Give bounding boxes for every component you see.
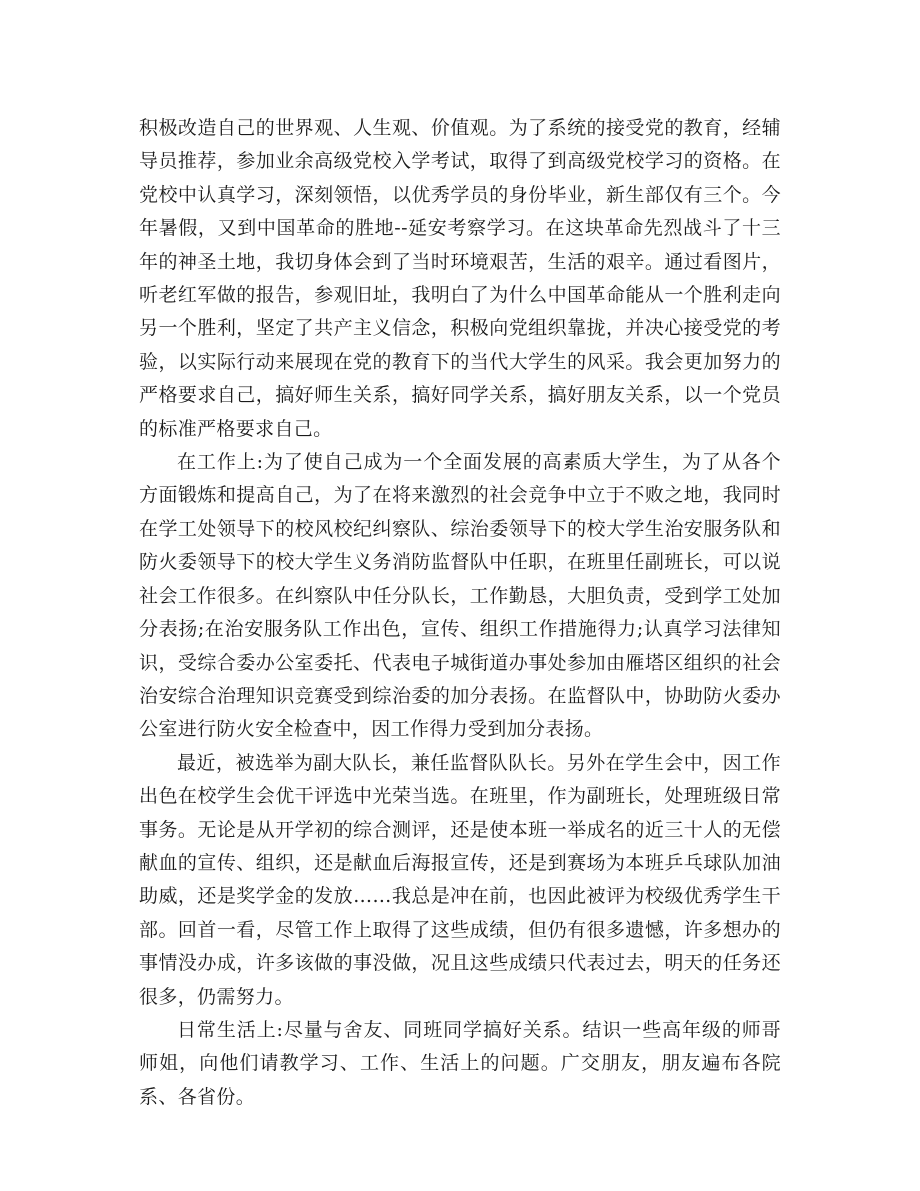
paragraph-2: 在工作上:为了使自己成为一个全面发展的高素质大学生，为了从各个方面锻炼和提高自己，为了在将来激烈的社会竞争中立于不败之地，我同时在学工处领导下的校风校纪纠察队、综治委领导下的校大学生治安服务队和防火委领导下的校大学生义务消防监督队中任职，在班里任副班长，可以说社会工作很多。在纠察队中任分队长，工作勤恳，大胆负责，受到学工处加分表扬;在治安服务队工作出色，宣传、组织工作措施得力;认真学习法律知识，受综合委办公室委托、代表电子城街道办事处参加由雁塔区组织的社会治安综合治理知识竞赛受到综治委的加分表扬。在监督队中，协助防火委办公室进行防火安全检查中，因工作得力受到加分表扬。 xyxy=(139,451,781,741)
paragraph-4: 日常生活上:尽量与舍友、同班同学搞好关系。结识一些高年级的师哥师姐，向他们请教学习、工作、生活上的问题。广交朋友，朋友遍布各院系、各省份。 xyxy=(139,1018,781,1108)
document-page xyxy=(139,112,781,1114)
paragraph-3: 最近，被选举为副大队长，兼任监督队队长。另外在学生会中，因工作出色在校学生会优干评选中光荣当选。在班里，作为副班长，处理班级日常事务。无论是从开学初的综合测评，还是使本班一举成名的近三十人的无偿献血的宣传、组织，还是献血后海报宣传，还是到赛场为本班乒乓球队加油助威，还是奖学金的发放……我总是冲在前，也因此被评为校级优秀学生干部。回首一看，尽管工作上取得了这些成绩，但仍有很多遗憾，许多想办的事情没办成，许多该做的事没做，况且这些成绩只代表过去，明天的任务还很多，仍需努力。 xyxy=(139,751,781,1008)
paragraph-1: 积极改造自己的世界观、人生观、价值观。为了系统的接受党的教育，经辅导员推荐，参加业余高级党校入学考试，取得了到高级党校学习的资格。在党校中认真学习，深刻领悟，以优秀学员的身份毕业，新生部仅有三个。今年暑假，又到中国革命的胜地--延安考察学习。在这块革命先烈战斗了十三年的神圣土地，我切身体会到了当时环境艰苦，生活的艰辛。通过看图片，听老红军做的报告，参观旧址，我明白了为什么中国革命能从一个胜利走向另一个胜利，坚定了共产主义信念，积极向党组织靠拢，并决心接受党的考验，以实际行动来展现在党的教育下的当代大学生的风采。我会更加努力的严格要求自己，搞好师生关系，搞好同学关系，搞好朋友关系，以一个党员的标准严格要求自己。 xyxy=(139,117,781,440)
